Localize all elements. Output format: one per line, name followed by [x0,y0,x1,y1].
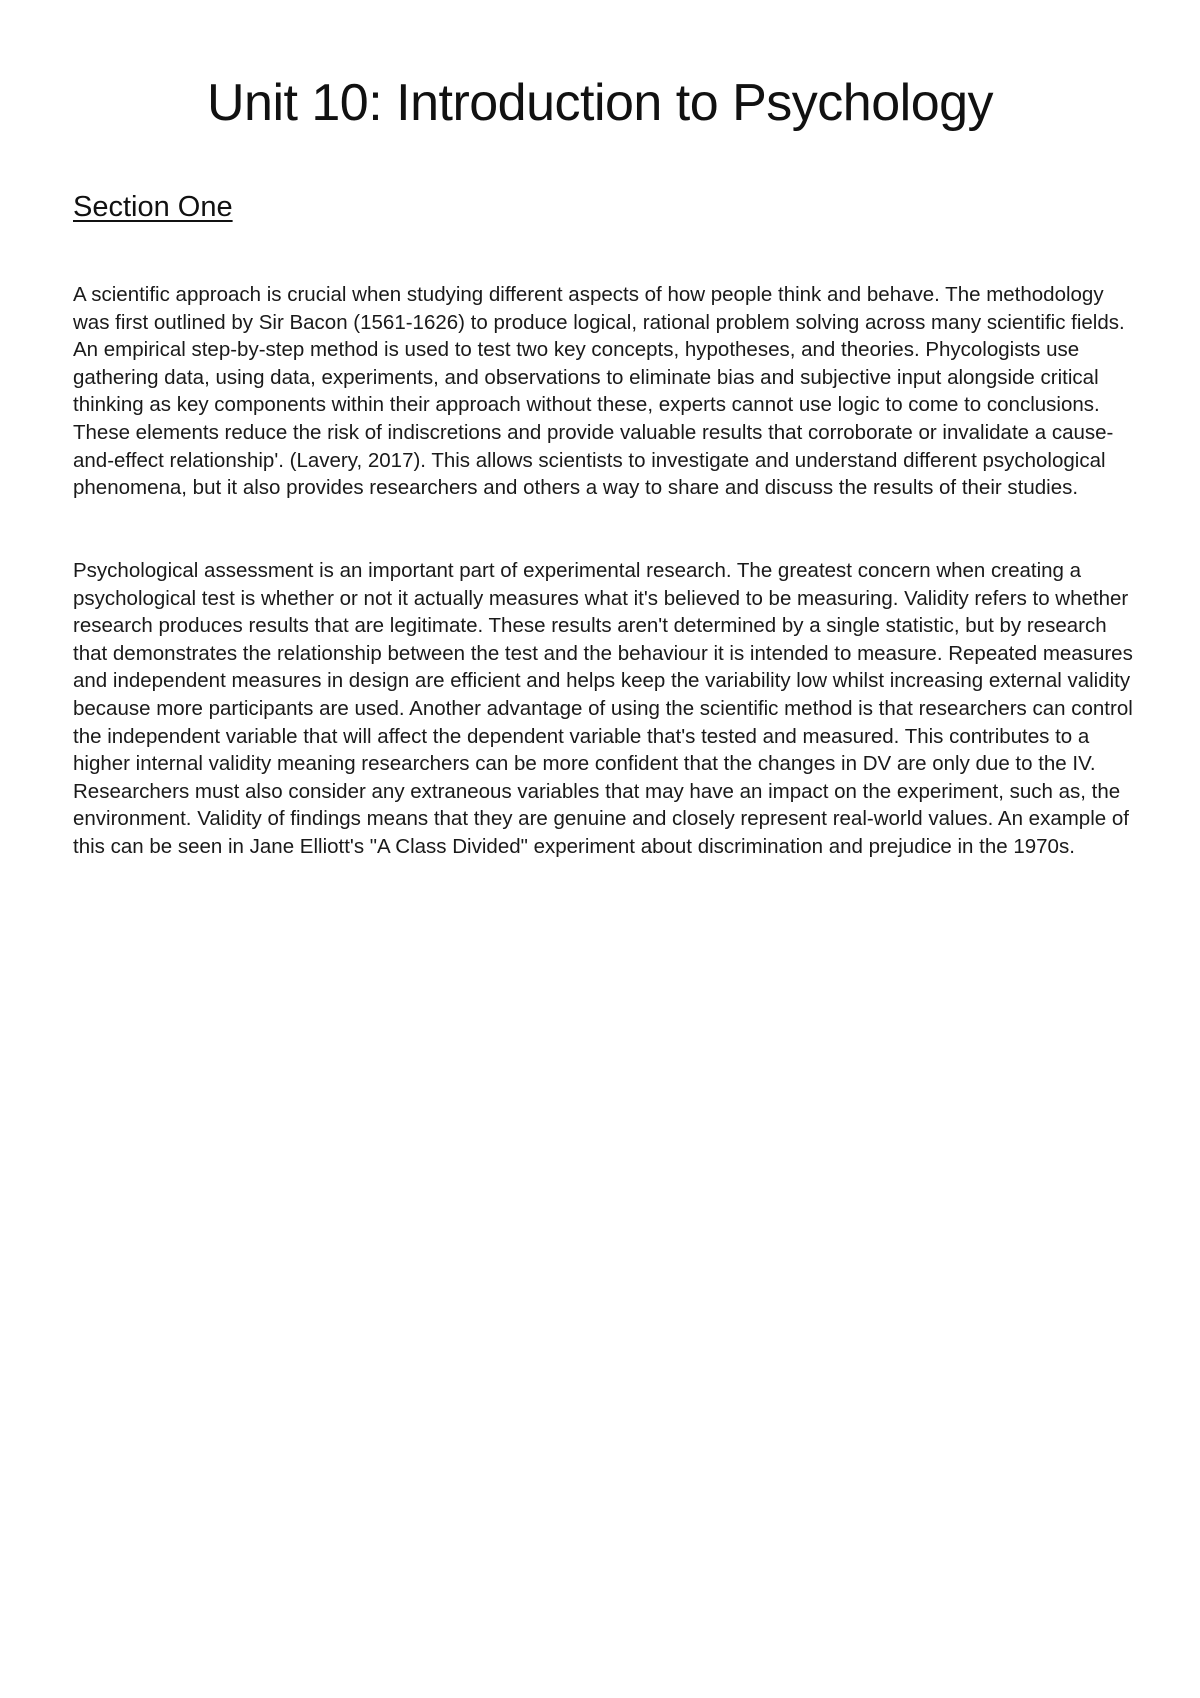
paragraph-psychological-assessment: Psychological assessment is an important part of experimental research. The greatest concern when creating a psychological test is whether or not it actually measures what it's believed to be measuring. Validity refers to whether research produces results that are legitimate. These results aren't determined by a single statistic, but by research that demonstrates the relationship between the test and the behaviour it is intended to measure. Repeated measures and independent measures in design are efficient and helps keep the variability low whilst increasing external validity because more participants are used. Another advantage of using the scientific method is that researchers can control the independent variable that will affect the dependent variable that's tested and measured. This contributes to a higher internal validity meaning researchers can be more confident that the changes in DV are only due to the IV. Researchers must also consider any extraneous variables that may have an impact on the experiment, such as, the environment. Validity of findings means that they are genuine and closely represent real-world values. An example of this can be seen in Jane Elliott's "A Class Divided" experiment about discrimination and prejudice in the 1970s. [73,559,1133,858]
paragraph-scientific-approach: A scientific approach is crucial when studying different aspects of how people think and behave. The methodology was first outlined by Sir Bacon (1561-1626) to produce logical, rational problem solving across many scientific fields. An empirical step-by-step method is used to test two key concepts, hypotheses, and theories. Phycologists use gathering data, using data, experiments, and observations to eliminate bias and subjective input alongside critical thinking as key components within their approach without these, experts cannot use logic to come to conclusions. These elements reduce the risk of indiscretions and provide valuable results that corroborate or invalidate a cause-and-effect relationship'. (Lavery, 2017). This allows scientists to investigate and understand different psychological phenomena, but it also provides researchers and others a way to share and discuss the results of their studies. [73,283,1125,500]
document-title: Unit 10: Introduction to Psychology [206,74,994,132]
section-heading: Section One [73,191,233,223]
